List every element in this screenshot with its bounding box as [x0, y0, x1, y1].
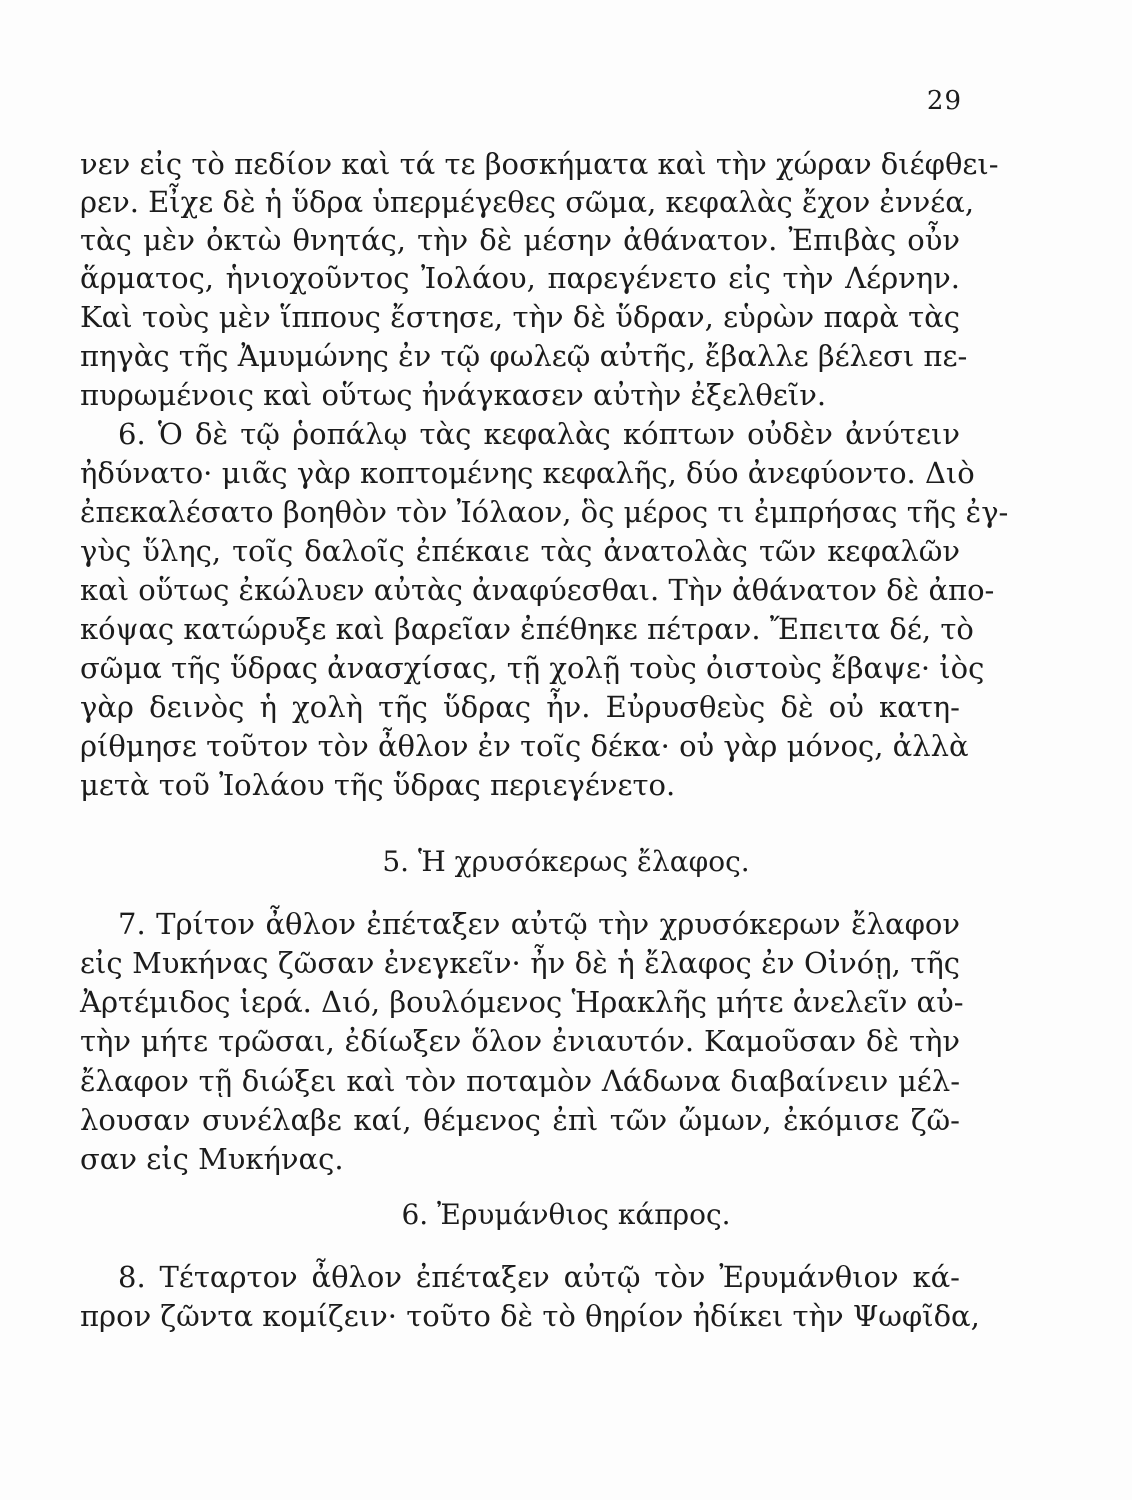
text-line: νεν εἰς τὸ πεδίον καὶ τά τε βοσκήματα καὶ τὴν χώραν διέφθει- — [80, 147, 999, 181]
text-line: τὴν μήτε τρῶσαι, ἐδίωξεν ὅλον ἐνιαυτόν. Καμοῦσαν δὲ τὴν — [80, 1024, 960, 1058]
section-heading: 5. Ἡ χρυσόκερως ἔλαφος. — [382, 845, 750, 878]
text-line: ρίθμησε τοῦτον τὸν ἆθλον ἐν τοῖς δέκα· οὐ γὰρ μόνος, ἀλλὰ — [80, 729, 969, 763]
text-line: Ἀρτέμιδος ἱερά. Διό, βουλόμενος Ἡρακλῆς μήτε ἀνελεῖν αὐ- — [80, 985, 964, 1019]
text-line: ἔλαφον τῇ διώξει καὶ τὸν ποταμὸν Λάδωνα διαβαίνειν μέλ- — [80, 1064, 960, 1098]
paragraph-start-line: 6. Ὁ δὲ τῷ ῥοπάλῳ τὰς κεφαλὰς κόπτων οὐδὲν ἀνύτειν — [118, 417, 960, 451]
text-line: Καὶ τοὺς μὲν ἵππους ἔστησε, τὴν δὲ ὕδραν, εὑρὼν παρὰ τὰς — [80, 300, 960, 334]
text-line: ἠδύνατο· μιᾶς γὰρ κοπτομένης κεφαλῆς, δύο ἀνεφύοντο. Διὸ — [80, 456, 975, 490]
text-line: ἐπεκαλέσατο βοηθὸν τὸν Ἰόλαον, ὃς μέρος τι ἐμπρήσας τῆς ἐγ- — [80, 495, 1009, 529]
text-line: καὶ οὕτως ἐκώλυεν αὐτὰς ἀναφύεσθαι. Τὴν ἀθάνατον δὲ ἀπο- — [80, 573, 995, 607]
text-line: εἰς Μυκήνας ζῶσαν ἐνεγκεῖν· ἦν δὲ ἡ ἔλαφος ἐν Οἰνόῃ, τῆς — [80, 946, 960, 980]
text-line: γὺς ὕλης, τοῖς δαλοῖς ἐπέκαιε τὰς ἀνατολὰς τῶν κεφαλῶν — [80, 534, 960, 568]
text-line: σαν εἰς Μυκήνας. — [80, 1142, 344, 1176]
text-line: κόψας κατώρυξε καὶ βαρεῖαν ἐπέθηκε πέτραν. Ἔπειτα δέ, τὸ — [80, 612, 974, 646]
paragraph-start-line: 7. Τρίτον ἆθλον ἐπέταξεν αὐτῷ τὴν χρυσόκερων ἔλαφον — [118, 907, 960, 941]
text-line: προν ζῶντα κομίζειν· τοῦτο δὲ τὸ θηρίον ἠδίκει τὴν Ψωφῖδα, — [80, 1299, 980, 1333]
section-heading: 6. Ἐρυμάνθιος κάπρος. — [401, 1198, 731, 1231]
text-line: πυρωμένοις καὶ οὕτως ἠνάγκασεν αὐτὴν ἐξελθεῖν. — [80, 378, 827, 412]
paragraph-start-line: 8. Τέταρτον ἆθλον ἐπέταξεν αὐτῷ τὸν Ἐρυμάνθιον κά- — [118, 1260, 960, 1294]
text-line: γὰρ δεινὸς ἡ χολὴ τῆς ὕδρας ἦν. Εὐρυσθεὺς δὲ οὐ κατη- — [80, 690, 960, 724]
text-line: ἅρματος, ἡνιοχοῦντος Ἰολάου, παρεγένετο εἰς τὴν Λέρνην. — [80, 261, 960, 295]
text-line: μετὰ τοῦ Ἰολάου τῆς ὕδρας περιεγένετο. — [80, 768, 676, 802]
text-line: τὰς μὲν ὀκτὼ θνητάς, τὴν δὲ μέσην ἀθάνατον. Ἐπιβὰς οὖν — [80, 223, 960, 257]
page-number: 29 — [926, 86, 962, 116]
text-line: λουσαν συνέλαβε καί, θέμενος ἐπὶ τῶν ὤμων, ἐκόμισε ζῶ- — [80, 1103, 960, 1137]
text-line: ρεν. Εἶχε δὲ ἡ ὕδρα ὑπερμέγεθες σῶμα, κεφαλὰς ἔχον ἐννέα, — [80, 185, 975, 219]
text-line: πηγὰς τῆς Ἀμυμώνης ἐν τῷ φωλεῷ αὐτῆς, ἔβαλλε βέλεσι πε- — [80, 339, 968, 373]
text-line: σῶμα τῆς ὕδρας ἀνασχίσας, τῇ χολῇ τοὺς ὀιστοὺς ἔβαψε· ἰὸς — [80, 651, 985, 685]
